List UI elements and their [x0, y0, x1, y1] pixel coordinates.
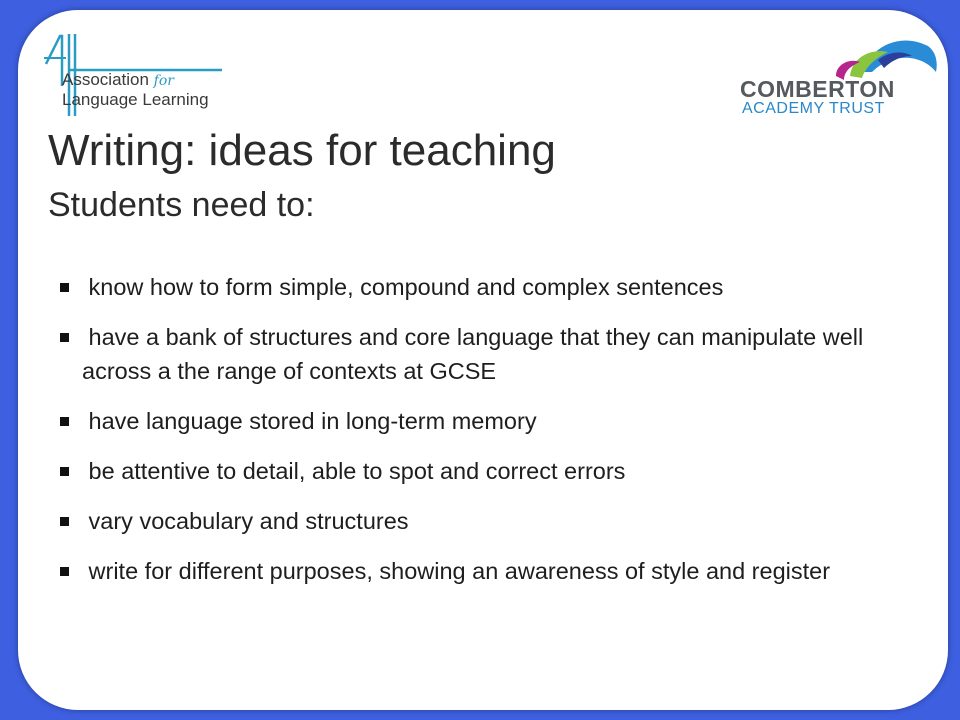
bullet-text: know how to form simple, compound and complex sentences — [88, 274, 724, 300]
bullet-item — [60, 554, 930, 588]
bullet-text: have a bank of structures and core language that they can manipulate well across a the range of contexts at GCSE — [82, 324, 864, 384]
bullet-text: write for different purposes, showing an awareness of style and register — [88, 558, 831, 584]
bullet-text: vary vocabulary and structures — [88, 508, 409, 534]
bullet-square-icon — [60, 333, 69, 342]
bullet-square-icon — [60, 567, 69, 576]
slide-subtitle: Students need to: — [48, 186, 315, 224]
comberton-subtitle: ACADEMY TRUST — [742, 100, 885, 117]
bullet-item — [60, 404, 930, 438]
bullet-square-icon — [60, 283, 69, 292]
bullet-item — [60, 320, 930, 388]
bullet-item — [60, 270, 930, 304]
all-logo-line1 — [62, 70, 174, 90]
bullet-list — [60, 270, 930, 604]
bullet-square-icon — [60, 417, 69, 426]
all-logo-association: Association — [62, 70, 149, 89]
bullet-text: have language stored in long-term memory — [88, 408, 537, 434]
bullet-item — [60, 504, 930, 538]
bullet-square-icon — [60, 517, 69, 526]
slide-panel — [18, 10, 948, 710]
bullet-square-icon — [60, 467, 69, 476]
slide-title: Writing: ideas for teaching — [48, 126, 556, 175]
bullet-text: be attentive to detail, able to spot and correct errors — [88, 458, 626, 484]
all-logo-for: for — [153, 73, 174, 89]
bullet-item — [60, 454, 930, 488]
all-logo-line2: Language Learning — [62, 90, 209, 109]
comberton-name: COMBERTON — [740, 76, 895, 102]
